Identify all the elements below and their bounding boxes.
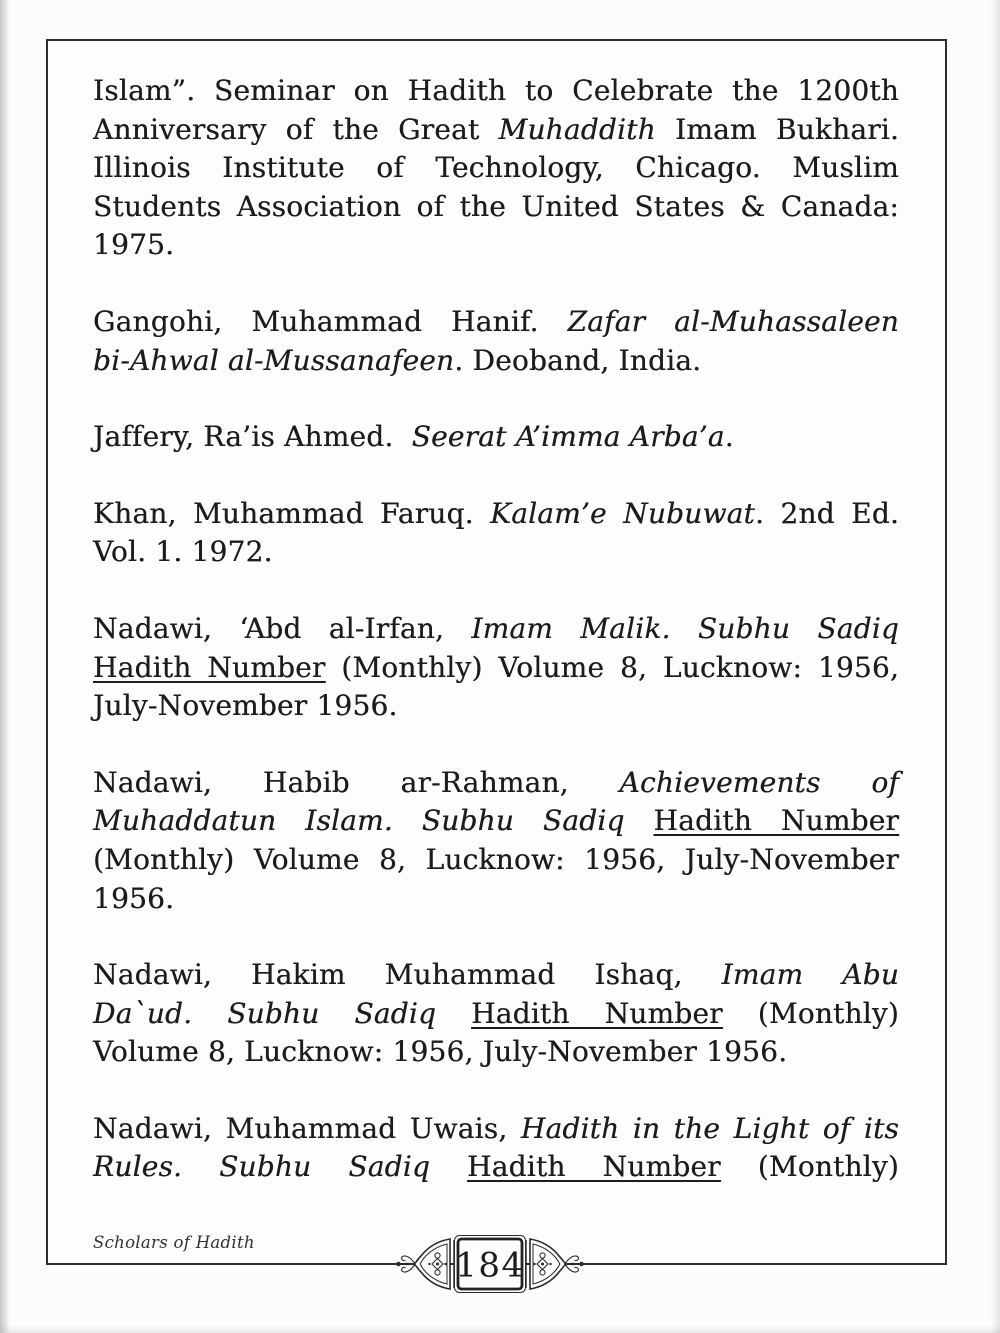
bibliography-line [93, 802, 899, 841]
bibliography-line [93, 149, 899, 188]
bibliography-entry [93, 303, 899, 380]
bibliography-line [93, 764, 899, 803]
underlined-segment: Hadith Number [471, 996, 723, 1030]
text-segment: Anniversary of the Great [93, 112, 499, 146]
bibliography-line [93, 418, 899, 457]
text-segment [625, 804, 654, 837]
footer-book-title: Scholars of Hadith [93, 1233, 255, 1252]
title-italic-segment: Da`ud. Subhu Sadiq [93, 996, 437, 1030]
text-segment: Nadawi, Habib ar-Rahman, [93, 765, 620, 799]
text-segment: Nadawi, Muhammad Uwais, [93, 1111, 521, 1145]
title-italic-segment: Muhaddith [498, 112, 656, 146]
bibliography-entry [93, 72, 899, 265]
title-italic-segment: Imam Abu [721, 958, 899, 992]
bibliography-entry [93, 1110, 899, 1187]
scan-edge-shadow-bottom [0, 1325, 1000, 1333]
floral-ornament-left [397, 1239, 454, 1289]
bibliography-line [93, 1110, 899, 1149]
bibliography-line [93, 495, 899, 534]
bibliography-line [93, 880, 899, 919]
text-segment: Illinois Institute of Technology, Chicago. Muslim [93, 151, 899, 185]
text-segment: 1956. [93, 881, 175, 915]
text-segment: (Monthly) Volume 8, Lucknow: 1956, [325, 650, 899, 684]
underlined-segment: Hadith Number [467, 1150, 721, 1184]
text-segment: Jaffery, Ra’is Ahmed. [93, 420, 412, 454]
bibliography-line [93, 687, 899, 726]
text-segment: Vol. 1. 1972. [93, 535, 273, 569]
bibliography-entry [93, 418, 899, 457]
bibliography-line [93, 995, 899, 1034]
text-segment: Khan, Muhammad Faruq. [93, 496, 491, 530]
bibliography-line [93, 226, 899, 265]
title-italic-segment: Rules. Subhu Sadiq [93, 1150, 431, 1184]
text-segment: July-November 1956. [93, 689, 398, 723]
bibliography-line [93, 1033, 899, 1072]
bibliography [93, 72, 899, 1225]
page-number-ornament [385, 1232, 595, 1296]
text-segment: Islam”. Seminar on Hadith to Celebrate the 1200th [93, 74, 899, 107]
bibliography-line [93, 956, 899, 995]
text-segment: 1975. [93, 228, 175, 262]
bibliography-entry [93, 764, 899, 918]
page-number: 184 [455, 1245, 525, 1286]
text-segment: (Monthly) [722, 996, 899, 1030]
text-segment [430, 1150, 467, 1183]
text-segment [436, 997, 471, 1030]
bibliography-line [93, 342, 899, 381]
bibliography-line [93, 533, 899, 572]
title-italic-segment: Imam Malik. Subhu Sadiq [471, 611, 899, 645]
title-italic-segment: Muhaddatun Islam. Subhu Sadiq [93, 804, 625, 838]
text-segment: . 2nd Ed. [754, 496, 899, 530]
underlined-segment: Hadith Number [93, 650, 326, 684]
title-italic-segment: Achievements of [619, 765, 899, 799]
bibliography-entry [93, 495, 899, 572]
text-segment: Gangohi, Muhammad Hanif. [93, 304, 568, 338]
text-segment: . [724, 420, 734, 454]
bibliography-line [93, 649, 899, 688]
scan-edge-shadow-right [991, 0, 1000, 1333]
bibliography-line [93, 841, 899, 880]
text-segment: Nadawi, Hakim Muhammad Ishaq, [93, 958, 722, 992]
bibliography-line [93, 1148, 899, 1187]
bibliography-line [93, 111, 899, 150]
title-italic-segment: Zafar al-Muhassaleen [567, 304, 899, 338]
scan-edge-shadow-left [0, 0, 10, 1333]
bibliography-entry [93, 610, 899, 726]
text-segment: Imam Bukhari. [655, 112, 900, 146]
text-segment: Students Association of the United States & Canada: [93, 189, 899, 223]
bibliography-line [93, 303, 899, 342]
bibliography-line [93, 188, 899, 227]
text-segment: (Monthly) Volume 8, Lucknow: 1956, July-November [93, 842, 899, 876]
text-segment: Volume 8, Lucknow: 1956, July-November 1956. [93, 1035, 788, 1069]
floral-ornament-right [526, 1239, 583, 1289]
bibliography-line [93, 72, 899, 111]
title-italic-segment: bi-Ahwal al-Mussanafeen [93, 343, 455, 377]
title-italic-segment: Kalam’e Nubuwat [490, 496, 755, 530]
underlined-segment: Hadith Number [653, 804, 899, 838]
text-segment: . Deoband, India. [454, 343, 702, 377]
title-italic-segment: Seerat A’imma Arba’a [411, 420, 725, 454]
text-segment: (Monthly) [720, 1150, 899, 1184]
bibliography-line [93, 610, 899, 649]
bibliography-entry [93, 956, 899, 1072]
text-segment: Nadawi, ‘Abd al-Irfan, [93, 611, 472, 645]
title-italic-segment: Hadith in the Light of its [520, 1111, 899, 1145]
